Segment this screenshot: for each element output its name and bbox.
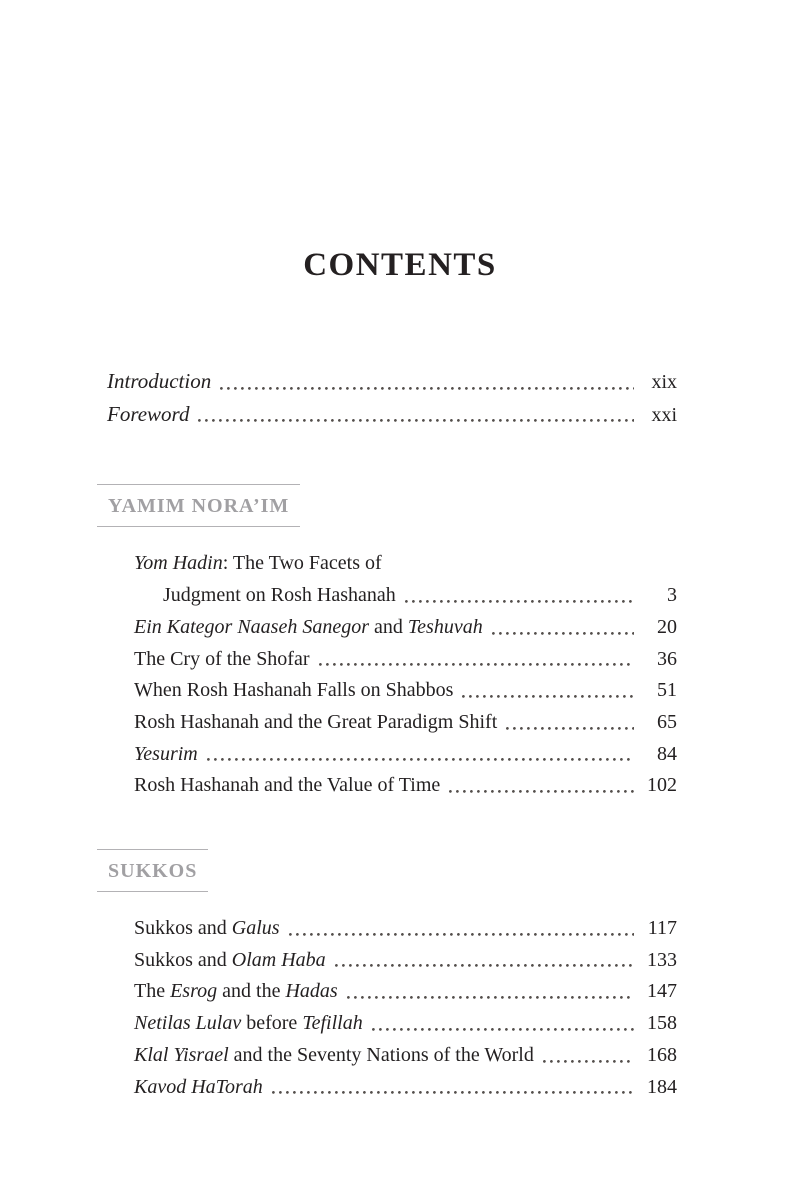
page-number: 147	[647, 980, 677, 1003]
toc-entry	[134, 548, 677, 611]
section-heading: SUKKOS	[97, 849, 208, 892]
toc-entry	[134, 770, 677, 802]
toc-section	[0, 849, 800, 1103]
page-number: 65	[657, 710, 677, 733]
toc-entry	[134, 707, 677, 739]
dot-leader	[543, 1060, 634, 1063]
entry-title-italic-segment: Ein Kategor Naaseh Sanegor	[134, 615, 369, 638]
toc-entry	[134, 976, 677, 1008]
toc-entry	[134, 612, 677, 644]
front-matter-entry	[107, 399, 677, 432]
entry-title	[134, 612, 483, 644]
dot-leader	[492, 632, 634, 635]
front-matter-list	[107, 366, 677, 431]
page-number: 184	[647, 1075, 677, 1098]
entry-title-italic-segment: Foreword	[107, 401, 190, 426]
entry-title	[163, 580, 396, 612]
toc-row	[134, 580, 677, 612]
entry-title-italic-segment: Yom Hadin	[134, 552, 223, 575]
entry-title	[107, 366, 211, 398]
entry-title-segment: When Rosh Hashanah Falls on Shabbos	[134, 679, 454, 702]
dot-leader	[449, 790, 634, 793]
dot-leader	[506, 727, 634, 730]
toc-entry	[134, 945, 677, 977]
page-number: 158	[647, 1012, 677, 1035]
entry-title-segment: and the	[217, 980, 286, 1003]
entry-title	[134, 1072, 263, 1104]
entry-title-italic-segment: Tefillah	[302, 1012, 363, 1035]
entry-title	[134, 1040, 534, 1072]
toc-section	[0, 484, 800, 802]
dot-leader	[198, 419, 634, 422]
toc-entry	[134, 913, 677, 945]
entry-title-italic-segment: Klal Yisrael	[134, 1043, 229, 1066]
entry-title-segment: Rosh Hashanah and the Value of Time	[134, 774, 441, 797]
sections-container	[0, 484, 800, 1103]
entry-title-italic-segment: Teshuvah	[407, 615, 483, 638]
dot-leader	[319, 663, 634, 666]
entry-title	[134, 548, 382, 580]
toc-row	[134, 913, 677, 945]
toc-entry	[134, 1040, 677, 1072]
toc-row	[134, 548, 677, 580]
dot-leader	[207, 758, 634, 761]
entry-title-segment: Rosh Hashanah and the Great Paradigm Shift	[134, 710, 498, 733]
toc-entry	[134, 1072, 677, 1104]
entry-title	[107, 399, 189, 431]
dot-leader	[462, 695, 634, 698]
page-title: CONTENTS	[303, 247, 497, 283]
toc-entry	[134, 675, 677, 707]
entry-title-italic-segment: Esrog	[170, 980, 218, 1003]
entry-title	[134, 976, 338, 1008]
entry-title	[134, 707, 497, 739]
toc-row	[134, 1040, 677, 1072]
dot-leader	[289, 933, 634, 936]
toc-row	[134, 945, 677, 977]
page-number: 36	[657, 647, 677, 670]
entry-title-italic-segment: Kavod HaTorah	[134, 1075, 263, 1098]
entry-title-italic-segment: Hadas	[285, 980, 338, 1003]
page-number: 133	[647, 948, 677, 971]
dot-leader	[405, 600, 634, 603]
entry-title	[134, 644, 310, 676]
toc-row	[134, 675, 677, 707]
front-matter-entry	[107, 366, 677, 399]
toc-row	[134, 612, 677, 644]
page-number: 20	[657, 615, 677, 638]
toc-row	[134, 770, 677, 802]
toc-entry	[134, 644, 677, 676]
toc-row	[134, 976, 677, 1008]
toc-entry	[134, 1008, 677, 1040]
page-number: 117	[647, 917, 677, 940]
toc-row	[134, 644, 677, 676]
entry-title-segment: and	[369, 615, 408, 638]
section-entry-list	[134, 548, 677, 802]
dot-leader	[372, 1028, 634, 1031]
dot-leader	[335, 964, 634, 967]
entry-title-italic-segment: Introduction	[107, 369, 212, 393]
entry-title-italic-segment: Olam Haba	[231, 948, 326, 971]
entry-title-italic-segment: Netilas Lulav	[134, 1012, 242, 1035]
entry-title-segment: and the Seventy Nations of the World	[228, 1043, 534, 1066]
entry-title	[134, 739, 198, 771]
entry-title	[134, 770, 440, 802]
toc-entry	[134, 739, 677, 771]
entry-title-segment: Sukkos and	[134, 917, 232, 940]
entry-title-segment: before	[241, 1012, 303, 1035]
dot-leader	[347, 996, 634, 999]
entry-title	[134, 913, 280, 945]
page-number: 3	[667, 584, 677, 607]
entry-title	[134, 675, 453, 707]
entry-title-italic-segment: Yesurim	[134, 742, 198, 765]
section-heading: YAMIM NORA’IM	[97, 484, 300, 527]
toc-row	[134, 1008, 677, 1040]
dot-leader	[272, 1091, 634, 1094]
page-number: xxi	[651, 403, 677, 426]
toc-row	[134, 707, 677, 739]
entry-title-segment: : The Two Facets of	[222, 552, 382, 575]
page-number: xix	[651, 371, 677, 393]
page-number: 168	[647, 1043, 677, 1066]
page-number: 102	[647, 774, 677, 797]
section-heading-wrap	[0, 484, 800, 527]
entry-title-segment: Judgment on Rosh Hashanah	[163, 584, 396, 607]
entry-title	[134, 1008, 363, 1040]
entry-title-italic-segment: Galus	[231, 917, 280, 940]
entry-title	[134, 945, 326, 977]
page-number: 84	[657, 742, 677, 765]
section-entry-list	[134, 913, 677, 1103]
page-number: 51	[657, 679, 677, 702]
section-heading-wrap	[0, 849, 800, 892]
entry-title-segment: The	[134, 980, 171, 1003]
toc-row	[134, 1072, 677, 1104]
entry-title-segment: Sukkos and	[134, 948, 232, 971]
toc-row	[134, 739, 677, 771]
dot-leader	[220, 387, 634, 390]
entry-title-segment: The Cry of the Shofar	[134, 647, 310, 670]
